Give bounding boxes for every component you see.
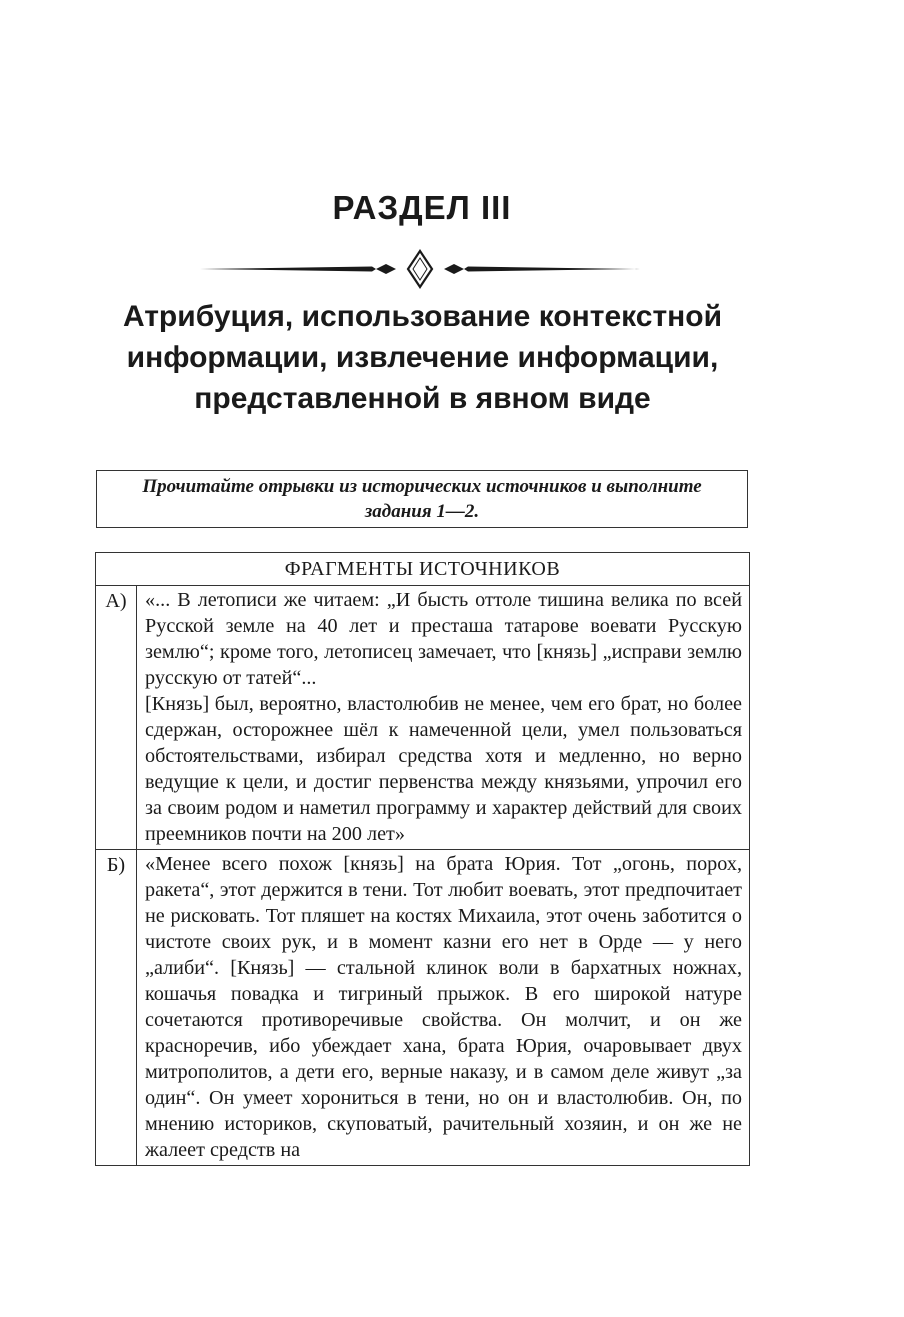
row-label: А) xyxy=(96,586,137,850)
row-text xyxy=(137,586,750,850)
table-header-row xyxy=(96,553,750,586)
fragment-text: «... В летописи же читаем: „И бысть оттоле тишина велика по всей Русской земле на 40 лет и престаша татарове воевати Русскую землю“; кроме того, летописец замечает, что [князь] „исправи землю русскую от татей“... [Князь] был, вероятно, властолюбив не менее, чем его брат, но более сдержан, осторожнее шёл к намеченной цели, умел пользоваться обстоятельствами, избирал средства хотя и медленно, но верно ведущие к цели, и достиг первенства между князьями, упрочил его за своим родом и наметил программу и характер действий для своих преемников почти на 200 лет» xyxy=(145,589,742,845)
section-heading: Атрибуция, использование контекстной информации, извлечение информации, представленной в явном виде xyxy=(122,300,723,415)
row-text xyxy=(137,850,750,1166)
table-header: ФРАГМЕНТЫ ИСТОЧНИКОВ xyxy=(96,553,750,586)
table-row xyxy=(96,850,750,1166)
fragment-text: «Менее всего похож [князь] на брата Юрия. Тот „огонь, порох, ракета“, этот держится в тени. Тот любит воевать, этот предпочитает не рисковать. Тот пляшет на костях Михаила, этот очень заботится о чистоте своих рук, и в момент казни его нет в Орде — у него „алиби“. [Князь] — стальной клинок воли в бархатных ножнах, кошачья повадка и тигриный прыжок. В его широкой натуре сочетаются противоречивые свойства. Он молчит, и он же красноречив, ибо убеждает хана, брата Юрия, очаровывает двух митрополитов, а дети его, верные наказу, и в самом деле живут „за один“. Он умеет хорониться в тени, но он и властолюбив. Он, по мнению историков, скуповатый, рачительный хозяин, и он же не жалеет средств на xyxy=(145,853,742,1161)
table-row xyxy=(96,586,750,850)
ornament-divider xyxy=(200,249,640,289)
sources-table xyxy=(95,552,750,1166)
instruction-box xyxy=(96,470,748,528)
instruction-text: Прочитайте отрывки из исторических источников и выполните задания 1—2. xyxy=(142,476,702,522)
section-title: РАЗДЕЛ III xyxy=(332,189,512,226)
row-label: Б) xyxy=(96,850,137,1166)
